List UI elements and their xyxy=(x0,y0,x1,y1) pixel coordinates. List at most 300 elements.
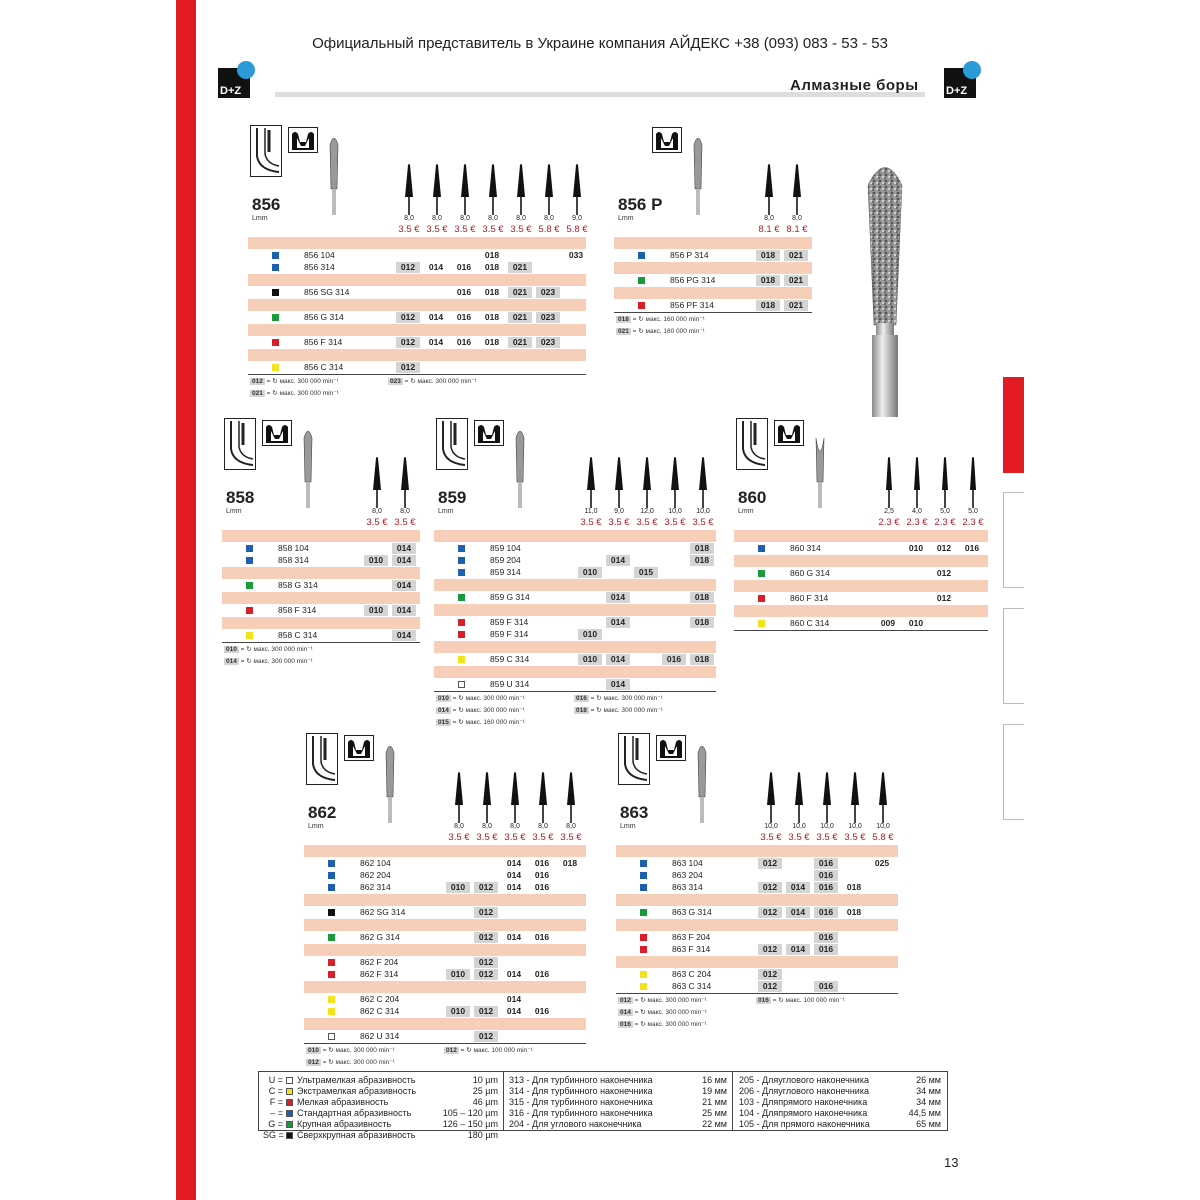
product-row[interactable] xyxy=(304,870,586,881)
product-row[interactable] xyxy=(304,1031,586,1042)
size-code: 012 xyxy=(758,907,782,918)
product-row[interactable] xyxy=(614,275,812,286)
legend-shank-row xyxy=(509,1086,727,1097)
grit-color-icon xyxy=(328,872,335,879)
grit-color-icon xyxy=(640,884,647,891)
price: 2.3 € xyxy=(878,517,900,528)
cavity-pictogram-icon xyxy=(736,418,768,470)
size-code: 018 xyxy=(484,262,500,272)
legend-grit-row xyxy=(263,1075,498,1086)
product-name: 856 G 314 xyxy=(304,312,344,322)
price: 3.5 € xyxy=(504,832,526,843)
price: 3.5 € xyxy=(448,832,470,843)
working-length: 2,5 xyxy=(884,508,894,515)
grit-color-icon xyxy=(638,302,645,309)
product-name: 860 C 314 xyxy=(790,618,830,628)
grit-key: U = xyxy=(268,1075,283,1085)
product-row[interactable] xyxy=(434,654,716,665)
speed-note xyxy=(618,996,707,1004)
speed-note xyxy=(756,996,845,1004)
bur-code: 862 xyxy=(308,803,337,822)
size-code: 021 xyxy=(508,262,532,273)
size-code: 014 xyxy=(392,555,416,566)
row-separator xyxy=(434,579,716,591)
grit-color-icon xyxy=(286,1110,293,1117)
grit-color-icon xyxy=(458,619,465,626)
size-code: 018 xyxy=(756,275,780,286)
product-row[interactable] xyxy=(222,630,420,641)
size-code: 014 xyxy=(606,679,630,690)
size-code: 014 xyxy=(428,262,444,272)
shank-label: 204 - Для углового наконечника xyxy=(509,1119,642,1129)
working-length: 8,0 xyxy=(454,823,464,830)
working-length: 10,0 xyxy=(764,823,778,830)
grit-size: 105 – 120 µm xyxy=(442,1108,498,1118)
product-row[interactable] xyxy=(434,567,716,578)
legend-shank-row xyxy=(509,1119,727,1130)
price: 3.5 € xyxy=(510,224,532,235)
size-bur-icon xyxy=(670,456,680,513)
size-bur-icon xyxy=(460,163,470,220)
size-code: 016 xyxy=(964,543,980,553)
working-length: 10,0 xyxy=(792,823,806,830)
price: 5.8 € xyxy=(872,832,894,843)
row-separator xyxy=(614,237,812,249)
size-code: 014 xyxy=(506,932,522,942)
size-code: 012 xyxy=(474,1006,498,1017)
size-code: 016 xyxy=(534,858,550,868)
legend-grit-row xyxy=(263,1130,498,1141)
product-row[interactable] xyxy=(248,337,586,348)
grit-color-icon xyxy=(758,595,765,602)
product-row[interactable] xyxy=(304,994,586,1005)
bur-image xyxy=(510,424,530,513)
size-code: 014 xyxy=(392,543,416,554)
bur-code: 859 xyxy=(438,488,467,507)
shank-label: 104 - Дляпрямого наконечника xyxy=(739,1108,868,1118)
size-code: 018 xyxy=(690,543,714,554)
note-text: = ↻ макс. 160 000 min⁻¹ xyxy=(452,719,525,726)
row-separator xyxy=(734,580,988,592)
product-name: 862 SG 314 xyxy=(360,907,406,917)
working-length: 8,0 xyxy=(510,823,520,830)
product-row[interactable] xyxy=(614,250,812,261)
size-code: 014 xyxy=(506,1006,522,1016)
grit-color-icon xyxy=(758,620,765,627)
row-separator xyxy=(304,944,586,956)
product-row[interactable] xyxy=(248,362,586,373)
size-code: 010 xyxy=(908,543,924,553)
shank-label: 206 - Дляуглового наконечника xyxy=(739,1086,869,1096)
grit-color-icon xyxy=(640,983,647,990)
grit-key: SG = xyxy=(263,1130,284,1140)
working-length: 9,0 xyxy=(614,508,624,515)
product-row[interactable] xyxy=(304,932,586,943)
grit-color-icon xyxy=(640,971,647,978)
note-code: 016 xyxy=(576,695,587,702)
product-name: 860 G 314 xyxy=(790,568,830,578)
size-bur-icon xyxy=(940,456,950,513)
row-separator xyxy=(616,919,898,931)
row-separator xyxy=(616,894,898,906)
row-separator xyxy=(616,956,898,968)
grit-color-icon xyxy=(328,884,335,891)
shank-label: 316 - Для турбинного наконечника xyxy=(509,1108,653,1118)
shank-label: 103 - Дляпрямого наконечника xyxy=(739,1097,868,1107)
row-separator xyxy=(304,1018,586,1030)
price: 3.5 € xyxy=(636,517,658,528)
size-code: 018 xyxy=(756,250,780,261)
grit-color-icon xyxy=(246,607,253,614)
product-name: 856 F 314 xyxy=(304,337,343,347)
grit-color-icon xyxy=(272,289,279,296)
price: 3.5 € xyxy=(844,832,866,843)
side-tab[interactable] xyxy=(1003,492,1024,588)
size-code: 012 xyxy=(758,882,782,893)
grit-size: 46 µm xyxy=(472,1097,498,1107)
product-name: 856 C 314 xyxy=(304,362,344,372)
size-bur-icon xyxy=(642,456,652,513)
size-code: 023 xyxy=(536,337,560,348)
product-row[interactable] xyxy=(734,543,988,554)
legend-shank-row xyxy=(739,1119,941,1130)
legend-shank-row xyxy=(739,1075,941,1086)
product-row[interactable] xyxy=(616,981,898,992)
price: 5.8 € xyxy=(538,224,560,235)
legend-shank-row xyxy=(509,1075,727,1086)
tooth-pictogram-icon xyxy=(344,735,374,761)
tooth-pictogram-icon xyxy=(652,127,682,153)
side-tab[interactable] xyxy=(1003,608,1024,704)
note-text: = ↻ макс. 300 000 min⁻¹ xyxy=(240,646,313,653)
row-separator xyxy=(222,530,420,542)
row-rule xyxy=(248,374,586,375)
product-row[interactable] xyxy=(616,969,898,980)
product-row[interactable] xyxy=(616,944,898,955)
working-length: 5,0 xyxy=(968,508,978,515)
grit-color-icon xyxy=(638,252,645,259)
product-name: 862 G 314 xyxy=(360,932,400,942)
shank-label: 105 - Для прямого наконечника xyxy=(739,1119,870,1129)
size-code: 010 xyxy=(578,654,602,665)
product-row[interactable] xyxy=(304,969,586,980)
row-separator xyxy=(248,237,586,249)
product-name: 859 F 314 xyxy=(490,629,529,639)
cavity-pictogram-icon xyxy=(618,733,650,785)
product-row[interactable] xyxy=(734,593,988,604)
size-code: 014 xyxy=(506,969,522,979)
cavity-pictogram-icon xyxy=(250,125,282,177)
size-bur-icon xyxy=(794,771,804,828)
legend-shank-row xyxy=(509,1097,727,1108)
note-text: = ↻ макс. 300 000 min⁻¹ xyxy=(404,378,477,385)
size-bur-icon xyxy=(884,456,894,513)
product-name: 858 G 314 xyxy=(278,580,318,590)
product-row[interactable] xyxy=(222,605,420,616)
row-separator xyxy=(248,299,586,311)
grit-color-icon xyxy=(272,339,279,346)
size-code: 010 xyxy=(908,618,924,628)
grit-color-icon xyxy=(328,1033,335,1040)
row-separator xyxy=(304,894,586,906)
size-code: 023 xyxy=(536,287,560,298)
size-bur-icon xyxy=(878,771,888,828)
product-row[interactable] xyxy=(614,300,812,311)
product-row[interactable] xyxy=(304,907,586,918)
size-bur-icon xyxy=(764,163,774,220)
size-code: 016 xyxy=(534,882,550,892)
price: 3.5 € xyxy=(454,224,476,235)
size-code: 014 xyxy=(392,605,416,616)
grit-size: 25 µm xyxy=(472,1086,498,1096)
size-code: 021 xyxy=(508,337,532,348)
grit-size: 180 µm xyxy=(467,1130,498,1140)
grit-color-icon xyxy=(328,934,335,941)
working-length: 10,0 xyxy=(820,823,834,830)
size-bur-icon xyxy=(586,456,596,513)
product-row[interactable] xyxy=(434,629,716,640)
size-code: 012 xyxy=(758,944,782,955)
working-length: 9,0 xyxy=(572,215,582,222)
grit-color-icon xyxy=(286,1132,293,1139)
product-name: 856 PG 314 xyxy=(670,275,716,285)
size-code: 010 xyxy=(364,555,388,566)
grit-key: – = xyxy=(270,1108,283,1118)
size-code: 016 xyxy=(814,944,838,955)
product-row[interactable] xyxy=(734,568,988,579)
working-length: 8,0 xyxy=(792,215,802,222)
working-length: 8,0 xyxy=(482,823,492,830)
product-row[interactable] xyxy=(616,932,898,943)
grit-color-icon xyxy=(246,632,253,639)
size-code: 012 xyxy=(474,882,498,893)
product-row[interactable] xyxy=(616,858,898,869)
lmm-label: Lmm xyxy=(620,823,636,830)
product-row[interactable] xyxy=(248,262,586,273)
product-row[interactable] xyxy=(304,858,586,869)
size-code: 012 xyxy=(758,858,782,869)
working-length: 8,0 xyxy=(404,215,414,222)
size-code: 012 xyxy=(396,337,420,348)
size-code: 016 xyxy=(534,932,550,942)
tooth-pictogram-icon xyxy=(262,420,292,446)
size-code: 016 xyxy=(534,870,550,880)
size-code: 016 xyxy=(814,907,838,918)
price: 3.5 € xyxy=(532,832,554,843)
shank-label: 313 - Для турбинного наконечника xyxy=(509,1075,653,1085)
note-code: 016 xyxy=(758,997,769,1004)
price: 8.1 € xyxy=(758,224,780,235)
cavity-pictogram-icon xyxy=(436,418,468,470)
product-row[interactable] xyxy=(616,907,898,918)
size-code: 012 xyxy=(936,593,952,603)
product-row[interactable] xyxy=(434,617,716,628)
product-row[interactable] xyxy=(304,957,586,968)
working-length: 5,0 xyxy=(940,508,950,515)
lmm-label: Lmm xyxy=(226,508,242,515)
size-code: 021 xyxy=(508,287,532,298)
size-code: 010 xyxy=(446,1006,470,1017)
product-row[interactable] xyxy=(248,250,586,261)
product-row[interactable] xyxy=(222,555,420,566)
product-row[interactable] xyxy=(434,592,716,603)
grit-color-icon xyxy=(286,1099,293,1106)
size-code: 014 xyxy=(506,858,522,868)
product-row[interactable] xyxy=(434,543,716,554)
speed-note xyxy=(250,389,339,397)
product-row[interactable] xyxy=(616,870,898,881)
product-name: 858 314 xyxy=(278,555,309,565)
legend-table xyxy=(258,1071,948,1140)
lmm-label: Lmm xyxy=(252,215,268,222)
price: 3.5 € xyxy=(664,517,686,528)
product-row[interactable] xyxy=(434,679,716,690)
row-separator xyxy=(248,324,586,336)
speed-note xyxy=(436,706,525,714)
legend-shank-row xyxy=(739,1086,941,1097)
grit-color-icon xyxy=(758,545,765,552)
size-bur-icon xyxy=(400,456,410,513)
row-separator xyxy=(614,262,812,274)
shank-length: 22 мм xyxy=(702,1119,727,1129)
note-code: 021 xyxy=(252,390,263,397)
product-row[interactable] xyxy=(222,543,420,554)
size-code: 014 xyxy=(606,617,630,628)
grit-color-icon xyxy=(640,934,647,941)
size-code: 012 xyxy=(396,262,420,273)
size-bur-icon xyxy=(510,771,520,828)
size-bur-icon xyxy=(372,456,382,513)
grit-color-icon xyxy=(246,582,253,589)
size-bur-icon xyxy=(792,163,802,220)
grit-color-icon xyxy=(328,1008,335,1015)
size-bur-icon xyxy=(482,771,492,828)
row-separator xyxy=(434,641,716,653)
product-row[interactable] xyxy=(734,618,988,629)
bur-photo xyxy=(860,155,910,417)
size-code: 010 xyxy=(578,567,602,578)
note-code: 012 xyxy=(446,1047,457,1054)
note-text: = ↻ макс. 300 000 min⁻¹ xyxy=(266,378,339,385)
legend-grit-row xyxy=(263,1108,498,1119)
cavity-pictogram-icon xyxy=(224,418,256,470)
product-name: 858 F 314 xyxy=(278,605,317,615)
grit-color-icon xyxy=(458,557,465,564)
shank-length: 25 мм xyxy=(702,1108,727,1118)
product-row[interactable] xyxy=(304,1006,586,1017)
size-code: 014 xyxy=(786,944,810,955)
size-code: 018 xyxy=(846,882,862,892)
row-separator xyxy=(304,919,586,931)
legend-shank-row xyxy=(509,1108,727,1119)
size-code: 014 xyxy=(606,555,630,566)
grit-color-icon xyxy=(640,946,647,953)
price: 3.5 € xyxy=(398,224,420,235)
working-length: 8,0 xyxy=(544,215,554,222)
product-name: 860 314 xyxy=(790,543,821,553)
price: 3.5 € xyxy=(482,224,504,235)
note-code: 012 xyxy=(620,997,631,1004)
product-row[interactable] xyxy=(304,882,586,893)
working-length: 10,0 xyxy=(696,508,710,515)
product-name: 860 F 314 xyxy=(790,593,829,603)
grit-color-icon xyxy=(272,364,279,371)
speed-note xyxy=(224,657,313,665)
note-text: = ↻ макс. 100 000 min⁻¹ xyxy=(772,997,845,1004)
product-row[interactable] xyxy=(248,287,586,298)
product-row[interactable] xyxy=(616,882,898,893)
size-code: 016 xyxy=(456,337,472,347)
shank-length: 19 мм xyxy=(702,1086,727,1096)
product-row[interactable] xyxy=(222,580,420,591)
size-code: 021 xyxy=(508,312,532,323)
note-code: 021 xyxy=(618,328,629,335)
product-name: 863 C 204 xyxy=(672,969,712,979)
size-code: 016 xyxy=(534,969,550,979)
shank-label: 314 - Для турбинного наконечника xyxy=(509,1086,653,1096)
size-code: 014 xyxy=(786,907,810,918)
speed-note xyxy=(616,327,705,335)
size-code: 010 xyxy=(364,605,388,616)
product-name: 856 SG 314 xyxy=(304,287,350,297)
product-name: 862 F 204 xyxy=(360,957,399,967)
left-red-bar xyxy=(176,0,196,1200)
side-tab-active[interactable] xyxy=(1003,377,1024,473)
shank-length: 26 мм xyxy=(916,1075,941,1085)
product-row[interactable] xyxy=(248,312,586,323)
speed-note xyxy=(388,377,477,385)
note-text: = ↻ макс. 300 000 min⁻¹ xyxy=(590,695,663,702)
note-text: = ↻ макс. 300 000 min⁻¹ xyxy=(590,707,663,714)
size-code: 012 xyxy=(396,362,420,373)
size-bur-icon xyxy=(488,163,498,220)
side-tab[interactable] xyxy=(1003,724,1024,820)
note-text: = ↻ макс. 300 000 min⁻¹ xyxy=(240,658,313,665)
grit-color-icon xyxy=(640,872,647,879)
shank-label: 205 - Дляуглового наконечника xyxy=(739,1075,869,1085)
page-number: 13 xyxy=(944,1155,959,1170)
size-code: 014 xyxy=(506,994,522,1004)
size-bur-icon xyxy=(912,456,922,513)
row-separator xyxy=(734,605,988,617)
note-text: = ↻ макс. 300 000 min⁻¹ xyxy=(452,707,525,714)
size-code: 014 xyxy=(392,630,416,641)
grit-color-icon xyxy=(328,996,335,1003)
size-bur-icon xyxy=(544,163,554,220)
size-bur-icon xyxy=(538,771,548,828)
product-name: 856 104 xyxy=(304,250,335,260)
tooth-pictogram-icon xyxy=(774,420,804,446)
product-name: 859 204 xyxy=(490,555,521,565)
bur-code: 856 xyxy=(252,195,281,214)
size-code: 014 xyxy=(506,870,522,880)
size-bur-icon xyxy=(614,456,624,513)
row-separator xyxy=(616,845,898,857)
bur-image xyxy=(380,739,400,828)
price: 3.5 € xyxy=(476,832,498,843)
product-name: 858 104 xyxy=(278,543,309,553)
working-length: 8,0 xyxy=(566,823,576,830)
price: 2.3 € xyxy=(934,517,956,528)
speed-note xyxy=(618,1020,707,1028)
size-code: 010 xyxy=(446,969,470,980)
size-code: 012 xyxy=(758,969,782,980)
product-row[interactable] xyxy=(434,555,716,566)
row-rule xyxy=(734,630,988,631)
legend-grit-row xyxy=(263,1097,498,1108)
size-code: 016 xyxy=(534,1006,550,1016)
size-bur-icon xyxy=(766,771,776,828)
